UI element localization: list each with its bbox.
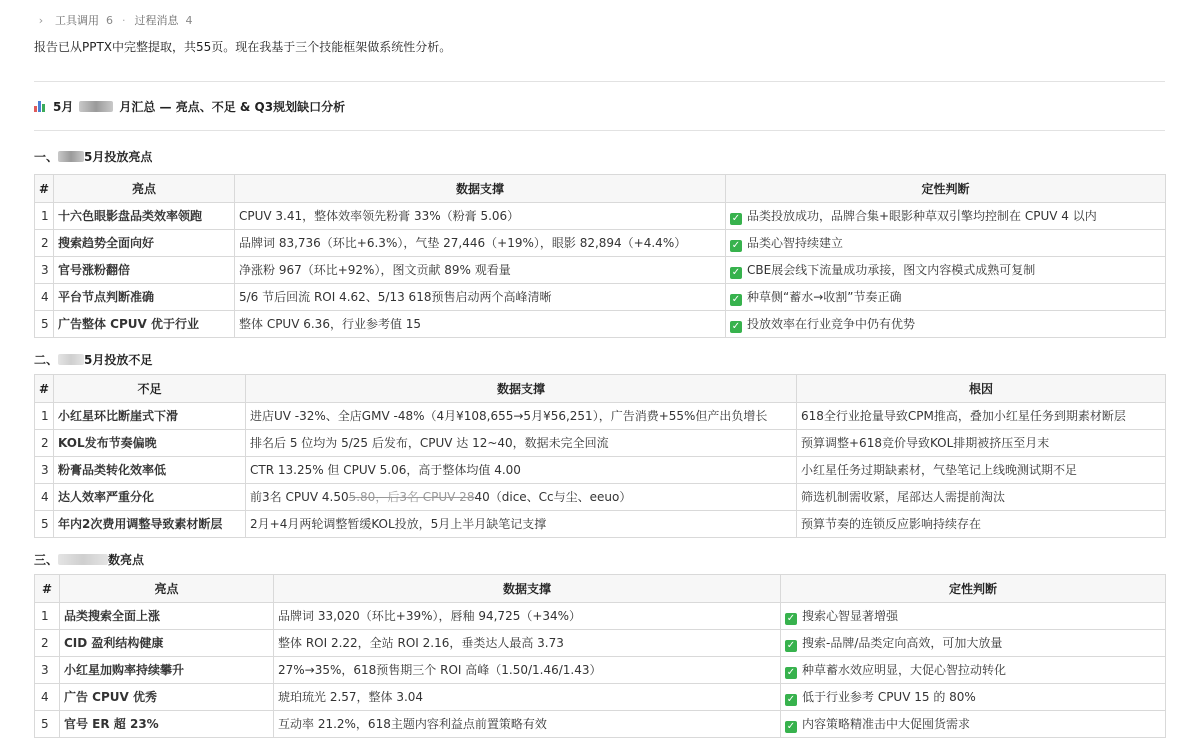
section-1-prefix: 一、 [34, 149, 59, 164]
row-data: 品牌词 33,020（环比+39%），唇釉 94,725（+34%） [274, 603, 781, 630]
redacted-brand [58, 354, 84, 365]
check-icon: ✓ [786, 721, 796, 732]
row-judge [726, 311, 1166, 338]
col-judge: 定性判断 [781, 575, 1166, 603]
separator-dot: · [122, 13, 126, 27]
row-judge [726, 203, 1166, 230]
row-cause: 预算节奏的连锁反应影响持续存在 [797, 511, 1166, 538]
col-item: 亮点 [54, 175, 235, 203]
row-index: 1 [35, 403, 54, 430]
col-index: # [35, 375, 54, 403]
chevron-right-icon[interactable]: › [38, 13, 44, 27]
divider [34, 130, 1165, 131]
redacted-brand [58, 554, 108, 565]
col-data: 数据支撑 [274, 575, 781, 603]
table-row [35, 203, 1166, 230]
table-header-row [35, 175, 1166, 203]
row-data: 进店UV -32%、全店GMV -48%（4月¥108,655→5月¥56,251），广告消费+55%但产出负增长 [246, 403, 797, 430]
col-index: # [35, 175, 54, 203]
row-data: 2月+4月两轮调整暂缓KOL投放，5月上半月缺笔记支撑 [246, 511, 797, 538]
check-icon: ✓ [786, 640, 796, 651]
row-index: 3 [35, 657, 60, 684]
judge-text: 品类心智持续建立 [747, 236, 844, 250]
row-data: CPUV 3.41，整体效率领先粉膏 33%（粉膏 5.06） [235, 203, 726, 230]
table-row [35, 403, 1166, 430]
process-messages-label: 过程消息 [134, 14, 179, 27]
section-heading-1 [34, 149, 1165, 163]
row-judge [781, 684, 1166, 711]
row-item: 年内2次费用调整导致素材断层 [54, 511, 246, 538]
row-data: CTR 13.25% 但 CPUV 5.06，高于整体均值 4.00 [246, 457, 797, 484]
section-2-suffix: 5月投放不足 [84, 352, 153, 367]
row-judge [781, 630, 1166, 657]
row-data: 琥珀琉光 2.57，整体 3.04 [274, 684, 781, 711]
report-title [34, 82, 1165, 130]
row-item: 广告整体 CPUV 优于行业 [54, 311, 235, 338]
judge-text: 低于行业参考 CPUV 15 的 80% [802, 690, 976, 704]
table-row [35, 484, 1166, 511]
row-index: 5 [35, 511, 54, 538]
judge-text: 品类投放成功，品牌合集+眼影种草双引擎均控制在 CPUV 4 以内 [747, 209, 1097, 223]
check-icon: ✓ [786, 694, 796, 705]
row-cause: 618全行业抢量导致CPM推高，叠加小红星任务到期素材断层 [797, 403, 1166, 430]
tool-calls-count: 6 [106, 13, 113, 27]
row-index: 2 [35, 430, 54, 457]
col-judge: 定性判断 [726, 175, 1166, 203]
judge-text: 搜索心智显著增强 [802, 609, 899, 623]
row-item: 达人效率严重分化 [54, 484, 246, 511]
highlights-table [34, 174, 1166, 338]
check-icon: ✓ [731, 321, 741, 332]
row-data: 5/6 节后回流 ROI 4.62、5/13 618预售启动两个高峰清晰 [235, 284, 726, 311]
redacted-brand [58, 151, 84, 162]
row-item: 广告 CPUV 优秀 [60, 684, 274, 711]
judge-text: 内容策略精准击中大促囤货需求 [802, 717, 971, 731]
table-row [35, 457, 1166, 484]
row-judge [781, 657, 1166, 684]
row-index: 1 [35, 203, 54, 230]
table-row [35, 711, 1166, 738]
row-judge [726, 257, 1166, 284]
col-data: 数据支撑 [235, 175, 726, 203]
table-header-row [35, 375, 1166, 403]
col-cause: 根因 [797, 375, 1166, 403]
row-index: 5 [35, 311, 54, 338]
row-index: 2 [35, 630, 60, 657]
row-item: 小红星环比断崖式下滑 [54, 403, 246, 430]
highlights-table-2 [34, 574, 1166, 738]
row-data: 品牌词 83,736（环比+6.3%），气垫 27,446（+19%），眼影 82,894（+4.4%） [235, 230, 726, 257]
table-row [35, 511, 1166, 538]
row-index: 4 [35, 284, 54, 311]
table-row [35, 430, 1166, 457]
check-icon: ✓ [731, 213, 741, 224]
table-row [35, 684, 1166, 711]
judge-text: 种草侧“蓄水→收割”节奏正确 [747, 290, 902, 304]
row-index: 5 [35, 711, 60, 738]
bar-chart-icon [34, 100, 47, 112]
row-data: 整体 CPUV 6.36，行业参考值 15 [235, 311, 726, 338]
row-judge [781, 711, 1166, 738]
row-item: 粉膏品类转化效率低 [54, 457, 246, 484]
row-index: 1 [35, 603, 60, 630]
report-title-prefix: 5月 [53, 99, 74, 114]
row-item: 官号 ER 超 23% [60, 711, 274, 738]
row-index: 3 [35, 457, 54, 484]
row-index: 4 [35, 484, 54, 511]
table-row [35, 630, 1166, 657]
section-heading-2 [34, 352, 1165, 366]
row-item: 搜索趋势全面向好 [54, 230, 235, 257]
section-3-suffix: 数亮点 [108, 552, 145, 567]
strikethrough-text: 5.80，后3名 CPUV 28 [348, 490, 475, 504]
shortfalls-table [34, 374, 1166, 538]
check-icon: ✓ [786, 667, 796, 678]
row-data: 互动率 21.2%，618主题内容利益点前置策略有效 [274, 711, 781, 738]
row-cause: 筛选机制需收紧，尾部达人需提前淘汰 [797, 484, 1166, 511]
table-header-row [35, 575, 1166, 603]
check-icon: ✓ [731, 294, 741, 305]
redacted-brand [79, 101, 113, 112]
row-item: 品类搜索全面上涨 [60, 603, 274, 630]
report-title-suffix: 月汇总 — 亮点、不足 & Q3规划缺口分析 [119, 99, 346, 114]
row-judge [781, 603, 1166, 630]
judge-text: 投放效率在行业竞争中仍有优势 [747, 317, 916, 331]
check-icon: ✓ [731, 267, 741, 278]
row-data [246, 484, 797, 511]
table-row [35, 311, 1166, 338]
data-part: 前3名 CPUV 4.50 [250, 490, 349, 504]
process-messages-count: 4 [185, 13, 193, 27]
check-icon: ✓ [731, 240, 741, 251]
section-heading-3 [34, 552, 1165, 566]
row-data: 整体 ROI 2.22，全站 ROI 2.16，垂类达人最高 3.73 [274, 630, 781, 657]
section-1-suffix: 5月投放亮点 [84, 149, 153, 164]
row-data: 净涨粉 967（环比+92%），图文贡献 89% 观看量 [235, 257, 726, 284]
col-item: 不足 [54, 375, 246, 403]
row-cause: 预算调整+618竞价导致KOL排期被挤压至月末 [797, 430, 1166, 457]
row-index: 4 [35, 684, 60, 711]
section-3-prefix: 三、 [34, 552, 59, 567]
table-row [35, 657, 1166, 684]
intro-text: 报告已从PPTX中完整提取，共55页。现在我基于三个技能框架做系统性分析。 [34, 40, 452, 54]
row-judge [726, 230, 1166, 257]
table-row [35, 284, 1166, 311]
row-cause: 小红星任务过期缺素材，气垫笔记上线晚测试期不足 [797, 457, 1166, 484]
section-2-prefix: 二、 [34, 352, 59, 367]
row-item: KOL发布节奏偏晚 [54, 430, 246, 457]
row-data: 27%→35%，618预售期三个 ROI 高峰（1.50/1.46/1.43） [274, 657, 781, 684]
row-data: 排名后 5 位均为 5/25 后发布，CPUV 达 12~40，数据未完全回流 [246, 430, 797, 457]
row-item: 平台节点判断准确 [54, 284, 235, 311]
row-item: 小红星加购率持续攀升 [60, 657, 274, 684]
judge-text: 种草蓄水效应明显，大促心智拉动转化 [802, 663, 1007, 677]
tool-summary-bar[interactable] [34, 0, 1165, 40]
judge-text: CBE展会线下流量成功承接，图文内容模式成熟可复制 [747, 263, 1036, 277]
table-row [35, 230, 1166, 257]
row-index: 2 [35, 230, 54, 257]
col-index: # [35, 575, 60, 603]
col-item: 亮点 [60, 575, 274, 603]
row-index: 3 [35, 257, 54, 284]
row-item: 官号涨粉翻倍 [54, 257, 235, 284]
tool-calls-label: 工具调用 [55, 14, 99, 27]
col-data: 数据支撑 [246, 375, 797, 403]
table-row [35, 603, 1166, 630]
check-icon: ✓ [786, 613, 796, 624]
data-part: 40（dice、Cc与尘、eeuo） [474, 490, 632, 504]
table-row [35, 257, 1166, 284]
row-judge [726, 284, 1166, 311]
row-item: 十六色眼影盘品类效率领跑 [54, 203, 235, 230]
row-item: CID 盈利结构健康 [60, 630, 274, 657]
judge-text: 搜索-品牌/品类定向高效，可加大放量 [802, 636, 1003, 650]
